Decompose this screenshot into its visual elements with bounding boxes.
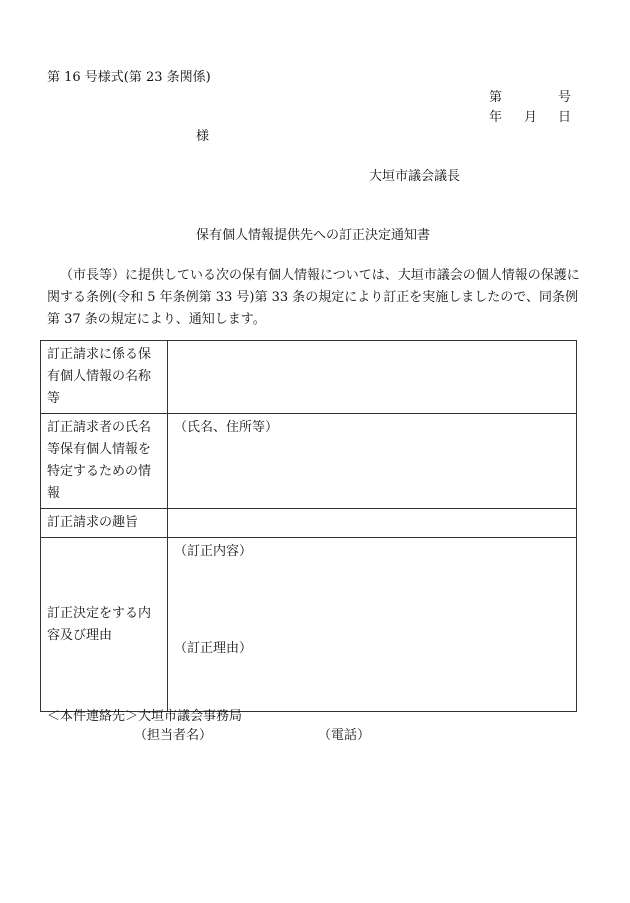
date-month: 月: [524, 110, 538, 125]
table-row: [41, 538, 577, 712]
document-number-line: [489, 86, 571, 105]
correction-reason-label: （訂正理由）: [174, 641, 253, 656]
form-number: 第 16 号様式(第 23 条関係): [47, 70, 211, 85]
row-value: （氏名、住所等）: [168, 414, 577, 509]
row-value: [168, 509, 577, 538]
table-row: [41, 341, 577, 414]
body-paragraph: [47, 265, 587, 331]
row-label: 訂正請求者の氏名等保有個人情報を特定するための情報: [41, 414, 168, 509]
date-year: 年: [489, 110, 503, 125]
correction-content-label: （訂正内容）: [174, 544, 253, 559]
row-value: [168, 341, 577, 414]
addressee: 様: [196, 129, 210, 144]
table-row: [41, 414, 577, 509]
body-text: （市長等）に提供している次の保有個人情報については、大垣市議会の個人情報の保護に関する条例(令和 5 年条例第 33 号)第 33 条の規定により訂正を実施しましたので、同条例第 37 条の規定により、通知します。: [47, 268, 580, 327]
person-in-charge: （担当者名）: [134, 728, 213, 743]
content-block: [174, 541, 570, 708]
row-label: 訂正決定をする内容及び理由: [41, 538, 168, 712]
number-suffix: 号: [557, 90, 571, 105]
info-table: [40, 340, 577, 712]
date-day: 日: [557, 110, 571, 125]
number-prefix: 第: [489, 90, 503, 105]
phone-label: （電話）: [318, 728, 371, 743]
row-label: 訂正請求に係る保有個人情報の名称等: [41, 341, 168, 414]
contact-line: ＜本件連絡先＞大垣市議会事務局: [47, 709, 243, 724]
table-row: [41, 509, 577, 538]
document-title: 保有個人情報提供先への訂正決定通知書: [196, 228, 431, 243]
row-label: 訂正請求の趣旨: [41, 509, 168, 538]
row-value: [168, 538, 577, 712]
sender: 大垣市議会議長: [369, 169, 461, 184]
